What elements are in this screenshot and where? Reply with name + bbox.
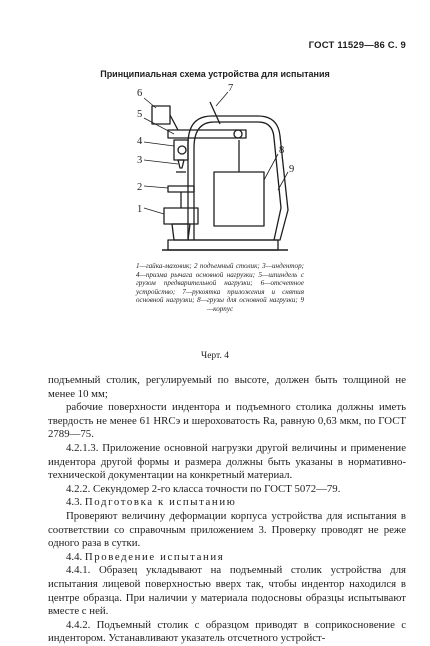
label-8: 8 (279, 145, 285, 156)
weights-block (214, 172, 264, 226)
apparatus-schematic-svg (128, 80, 308, 258)
label-7: 7 (228, 83, 234, 94)
body-text (48, 374, 406, 646)
label-6: 6 (137, 88, 143, 99)
section-heading-4-3 (48, 496, 406, 510)
page-header: ГОСТ 11529—86 С. 9 (308, 40, 406, 51)
paragraph-deformation-check: Проверяют величину деформации корпуса устройства для испытания в соответствии со справочным приложением 3. Проверку проводят не реже одного раза в сутки. (48, 509, 406, 550)
figure-caption: Черт. 4 (201, 351, 229, 361)
label-4: 4 (137, 136, 143, 147)
paragraph-4-4-2: 4.4.2. Подъемный столик с образцом приводят в соприкосновение с индентором. Устанавливают указатель отсчетного устройст- (48, 618, 406, 645)
apparatus-drawing (128, 80, 308, 258)
figure-title: Принципиальная схема устройства для испытания (100, 69, 330, 79)
label-5: 5 (137, 109, 143, 120)
section-title-4-3: Подготовка к испытанию (84, 496, 237, 509)
paragraph-4-2-2: 4.2.2. Секундомер 2-го класса точности по ГОСТ 5072—79. (66, 482, 341, 495)
dial-box (152, 106, 170, 124)
section-title-4-4: Проведение испытания (84, 550, 225, 563)
paragraph-4-2-1-3: 4.2.1.3. Приложение основной нагрузки другой величины и применение индентора другой формы и размера должны быть указаны в нормативно-технической документации на конкретный материал. (48, 441, 406, 482)
label-1: 1 (137, 204, 143, 215)
section-number-4-3: 4.3. (66, 496, 83, 509)
paragraph-table-thickness: подъемный столик, регулируемый по высоте, должен быть толщиной не менее 10 мм; (48, 374, 406, 400)
figure-legend: 1—гайка-маховик; 2 подъемный столик; 3—индентор; 4—призма рычага основной нагрузки; 5—шпиндель с грузом предварительной нагрузки; 6—отсчетное устройство; 7—рукоятка приложения и снятия основной нагрузки; 8—грузы для основной нагрузки; 9—корпус (136, 262, 304, 313)
section-heading-4-4 (48, 551, 406, 565)
label-2: 2 (137, 182, 143, 193)
label-3: 3 (137, 155, 143, 166)
base-outline (168, 240, 278, 250)
paragraph-4-4-1: 4.4.1. Образец укладывают на подъемный столик устройства для испытания лицевой поверхностью вверх так, чтобы индентор находился в центре образца. При наличии у материала подосновы образцы испытывают вместе с ней. (48, 564, 406, 618)
paragraph-hardness: рабочие поверхности индентора и подъемного столика должны иметь твердость не менее 61 HRCэ и шероховатость Ra, равную 0,63 мкм, по ГОСТ 2789—75. (48, 401, 406, 441)
label-9: 9 (289, 164, 295, 175)
section-number-4-4: 4.4. (66, 550, 83, 563)
